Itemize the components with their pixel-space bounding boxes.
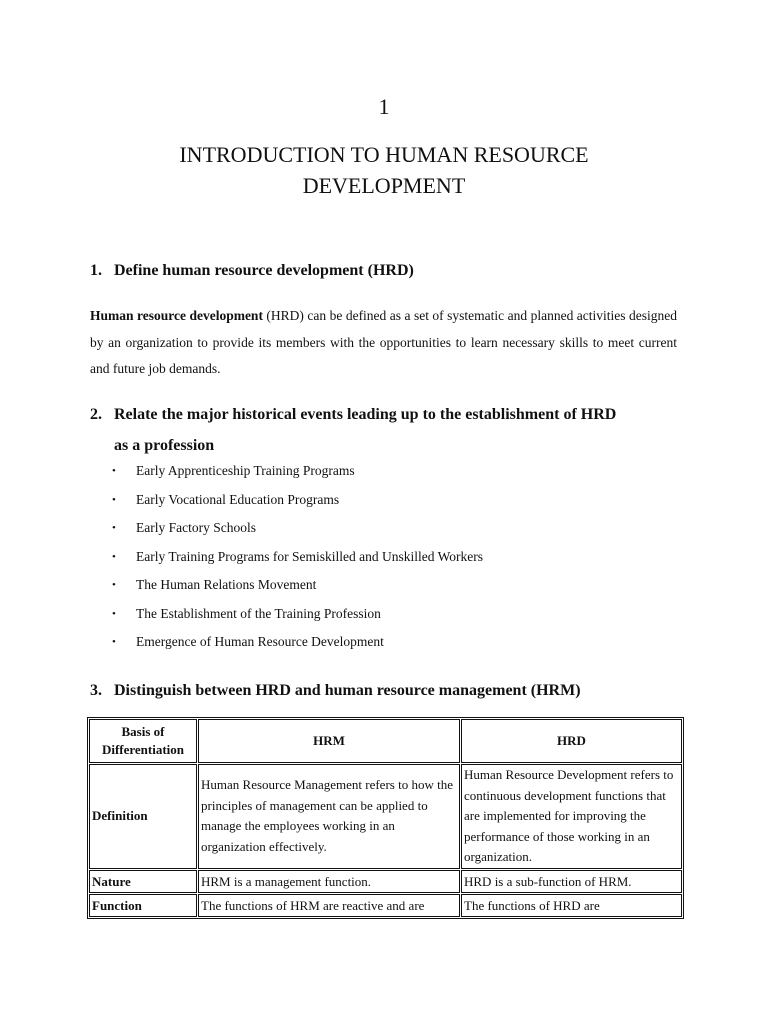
list-item-text: Emergence of Human Resource Development — [136, 634, 384, 649]
question-3-text: Distinguish between HRD and human resource management (HRM) — [114, 682, 581, 699]
question-3-number: 3. — [90, 682, 102, 699]
bullet-icon: • — [112, 465, 116, 477]
list-item-text: Early Training Programs for Semiskilled and Unskilled Workers — [136, 548, 484, 564]
hrd-definition-paragraph — [90, 303, 677, 383]
list-item-text: The Establishment of the Training Profession — [136, 605, 381, 621]
hrd-function-cell: The functions of HRD are — [461, 894, 682, 917]
header-basis: Basis of Differentiation — [89, 719, 197, 763]
hrd-term: Human resource development — [90, 308, 263, 323]
bullet-icon: • — [112, 550, 116, 563]
list-item-text: The Human Relations Movement — [136, 577, 317, 592]
row-label-definition: Definition — [89, 764, 197, 869]
hrm-vs-hrd-table — [87, 717, 684, 919]
bullet-icon: • — [112, 636, 116, 648]
list-item-text: Early Vocational Education Programs — [136, 491, 340, 507]
question-2-heading — [90, 399, 690, 461]
question-1-number: 1. — [90, 262, 102, 279]
list-item — [112, 574, 483, 603]
table-row — [89, 894, 682, 917]
chapter-title-line2: DEVELOPMENT — [302, 173, 466, 198]
question-1-text: Define human resource development (HRD) — [114, 262, 414, 279]
list-item — [112, 489, 483, 518]
bullet-icon: • — [112, 607, 116, 620]
list-item — [112, 460, 483, 489]
question-3-heading — [90, 682, 690, 700]
chapter-title-line1: INTRODUCTION TO HUMAN RESOURCE — [179, 142, 589, 167]
row-label-nature: Nature — [89, 870, 197, 893]
question-1-heading — [90, 262, 690, 280]
bullet-icon: • — [112, 522, 116, 534]
bullet-icon: • — [112, 493, 116, 506]
list-item — [112, 517, 483, 546]
hrm-function-cell: The functions of HRM are reactive and are — [198, 894, 460, 917]
hrd-nature-cell: HRD is a sub-function of HRM. — [461, 870, 682, 893]
header-hrm: HRM — [198, 719, 460, 763]
list-item — [112, 546, 483, 575]
header-hrd: HRD — [461, 719, 682, 763]
list-item — [112, 631, 483, 660]
chapter-title — [140, 139, 628, 201]
bullet-icon: • — [112, 579, 116, 591]
table-row — [89, 870, 682, 893]
question-2-text-line1: Relate the major historical events leading up to the establishment of HRD — [114, 406, 617, 423]
historical-events-list — [112, 460, 483, 660]
list-item-text: Early Factory Schools — [136, 520, 256, 535]
table-row — [89, 764, 682, 869]
hrm-nature-cell: HRM is a management function. — [198, 870, 460, 893]
hrd-definition-cell: Human Resource Development refers to continuous development functions that are implemented for improving the performance of those working in an organization. — [461, 764, 682, 869]
row-label-function: Function — [89, 894, 197, 917]
table-header-row — [89, 719, 682, 763]
hrm-vs-hrd-table-wrapper — [87, 717, 684, 919]
question-2-text-line2: as a profession — [114, 437, 215, 454]
hrd-definition-body: (HRD) can be defined as a set of systematic and planned activities designed by an organization to provide its members with the opportunities to learn necessary skills to meet current and future job demands. — [90, 308, 677, 376]
chapter-number: 1 — [378, 94, 390, 119]
list-item-text: Early Apprenticeship Training Programs — [136, 463, 355, 478]
hrm-definition-cell: Human Resource Management refers to how the principles of management can be applied to manage the employees working in an organization effectively. — [198, 764, 460, 869]
question-2-number: 2. — [90, 406, 102, 423]
list-item — [112, 603, 483, 632]
